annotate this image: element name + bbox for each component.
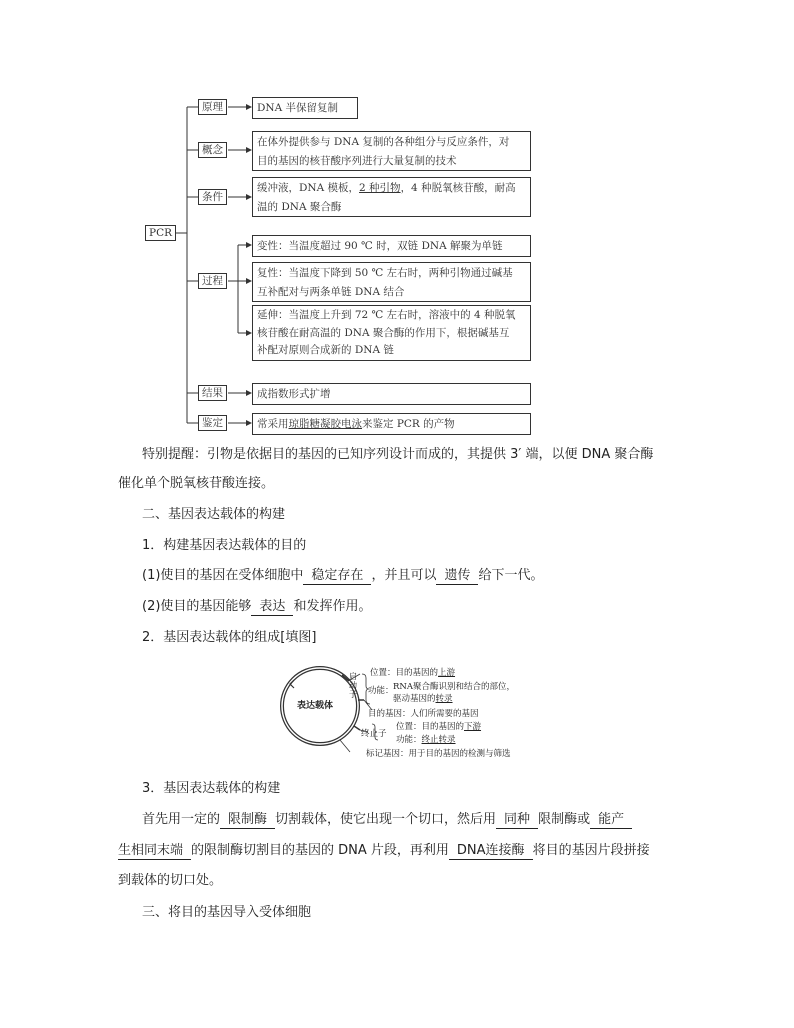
- blank-restriction-enzyme: 限制酶: [220, 812, 275, 829]
- conditions-line-2: 温的 DNA 聚合酶: [257, 201, 342, 213]
- branch-label-result: 结果: [198, 385, 227, 401]
- target-gene-label: 目的基因：人们所需要的基因: [368, 709, 479, 719]
- promoter-position-upstream: 上游: [438, 668, 456, 678]
- subheading-composition: 2．基因表达载体的组成[填图]: [142, 630, 317, 645]
- blank-dna-ligase: DNA连接酶: [449, 843, 533, 860]
- construction-text-a: 首先用一定的: [142, 812, 221, 827]
- construction-line-3: 到载体的切口处。: [118, 873, 223, 888]
- terminator-position-text: 位置：目的基因的: [396, 722, 465, 732]
- tip-line-1: 特别提醒：引物是依据目的基因的已知序列设计而成的，其提供 3′ 端，以便 DNA 聚合酶: [142, 447, 654, 462]
- conditions-box: [252, 177, 531, 217]
- blank-same-ends: 生相同末端: [118, 843, 191, 860]
- terminator-mark: [354, 726, 360, 730]
- identification-text-c: 来鉴定 PCR 的产物: [362, 418, 455, 430]
- terminator-label: 终止子: [361, 729, 387, 739]
- purpose-item-1: [142, 566, 543, 586]
- extension-line-3: 补配对原则合成新的 DNA 链: [257, 344, 394, 356]
- promoter-label: 启动子: [349, 672, 357, 699]
- item1-blank-stable: 稳定存在: [303, 568, 371, 585]
- construction-line-2: [118, 841, 650, 861]
- purpose-item-2: [142, 597, 371, 617]
- concept-box: [252, 131, 531, 171]
- promoter-position: [370, 668, 455, 679]
- pcr-connector-lines: [0, 0, 794, 440]
- promoter-position-text: 位置：目的基因的: [370, 668, 439, 678]
- concept-line-1: 在体外提供参与 DNA 复制的各种组分与反应条件，对: [257, 136, 510, 148]
- identification-box: [252, 413, 531, 435]
- conditions-line-1: [257, 179, 526, 198]
- marker-gene-label: 标记基因：用于目的基因的检测与筛选: [366, 749, 511, 759]
- blank-same-kind: 同种: [496, 812, 538, 829]
- denaturation-box: [252, 235, 531, 257]
- branch-label-process: 过程: [198, 273, 227, 289]
- vector-center-label: 表达载体: [297, 701, 334, 711]
- construction-text-e: 限制酶或: [538, 812, 591, 827]
- extension-box: [252, 305, 531, 361]
- promoter-function-transcription: 转录: [435, 694, 453, 704]
- annealing-line-2: 互补配对与两条单链 DNA 结合: [257, 286, 405, 298]
- denaturation-text: 变性：当温度超过 90 ℃ 时，双链 DNA 解聚为单链: [257, 240, 503, 252]
- annealing-box: [252, 262, 531, 302]
- item2-text-a: (2)使目的基因能够: [142, 599, 252, 614]
- pcr-root-label: PCR: [145, 225, 176, 241]
- branch-label-conditions: 条件: [198, 189, 227, 205]
- identification-method: 琼脂糖凝胶电泳: [288, 418, 362, 430]
- result-box: [252, 383, 531, 405]
- terminator-function-label: 功能：: [396, 735, 422, 745]
- promoter-function-label: 功能：: [368, 686, 394, 696]
- construction-text-2d: 将目的基因片段拼接: [532, 843, 650, 858]
- construction-text-2b: 的限制酶切割目的基因的 DNA 片段，再利用: [191, 843, 449, 858]
- terminator-function: [396, 735, 456, 746]
- item2-text-c: 和发挥作用。: [293, 599, 372, 614]
- terminator-position: [396, 722, 481, 733]
- conditions-text-a: 缓冲液，DNA 模板，: [257, 182, 360, 194]
- conditions-primers: 2 种引物: [359, 182, 401, 194]
- item2-blank-express: 表达: [251, 599, 293, 616]
- branch-label-principle: 原理: [198, 99, 227, 115]
- subheading-construction: 3．基因表达载体的构建: [142, 781, 281, 796]
- blank-can-produce: 能产: [590, 812, 632, 829]
- terminator-function-stop: 终止转录: [421, 735, 456, 745]
- branch-label-identification: 鉴定: [198, 415, 227, 431]
- section-3-heading: 三、将目的基因导入受体细胞: [142, 905, 312, 920]
- extension-line-2: 核苷酸在耐高温的 DNA 聚合酶的作用下，根据碱基互: [257, 326, 510, 339]
- branch-label-concept: 概念: [198, 142, 227, 158]
- item1-text-c: ，并且可以: [371, 568, 437, 583]
- tip-line-2: 催化单个脱氧核苷酸连接。: [118, 476, 275, 491]
- subheading-purpose: 1．构建基因表达载体的目的: [142, 538, 307, 553]
- promoter-function-1: RNA聚合酶识别和结合的部位，: [393, 682, 515, 692]
- construction-text-c: 切割载体，使它出现一个切口，然后用: [275, 812, 497, 827]
- principle-text: DNA 半保留复制: [257, 102, 339, 114]
- promoter-function-2: [393, 694, 453, 705]
- construction-line-1: [142, 810, 632, 830]
- item1-text-a: (1)使目的基因在受体细胞中: [142, 568, 304, 583]
- result-text: 成指数形式扩增: [257, 388, 331, 400]
- principle-box: [252, 97, 358, 119]
- item1-blank-inherit: 遗传: [436, 568, 478, 585]
- annealing-line-1: 复性：当温度下降到 50 ℃ 左右时，两种引物通过碱基: [257, 267, 513, 279]
- item1-text-e: 给下一代。: [478, 568, 544, 583]
- promoter-function-2-text: 驱动基因的: [393, 694, 436, 704]
- concept-line-2: 目的基因的核苷酸序列进行大量复制的技术: [257, 155, 457, 167]
- identification-text-a: 常采用: [257, 418, 289, 430]
- conditions-text-c: ，4 种脱氧核苷酸，耐高: [400, 182, 516, 194]
- terminator-position-downstream: 下游: [464, 722, 482, 732]
- extension-line-1: 延伸：当温度上升到 72 ℃ 左右时，溶液中的 4 种脱氧: [257, 309, 516, 321]
- section-2-heading: 二、基因表达载体的构建: [142, 507, 286, 522]
